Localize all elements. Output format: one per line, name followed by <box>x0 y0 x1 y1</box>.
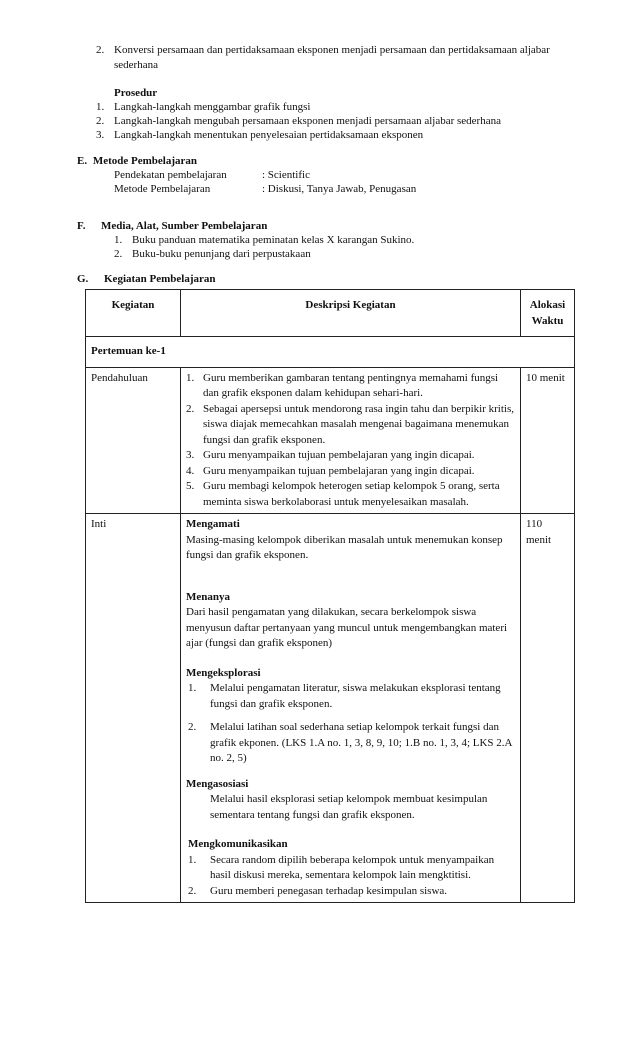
section-e-heading <box>77 154 197 169</box>
menanya-text: Dari hasil pengamatan yang dilakukan, secara berkelompok siswa menyusun daftar pertanyaan yang muncul untuk mengembangkan materi ajar (fungsi dan grafik eksponen) <box>186 606 508 649</box>
objective-item-number: 2. <box>96 44 105 56</box>
mengasosiasi-title: Mengasosiasi <box>186 777 249 790</box>
media-item-1 <box>114 233 414 248</box>
pertemuan-label: Pertemuan ke-1 <box>86 337 575 368</box>
section-f-label: F. <box>77 220 86 232</box>
mengkomunikasikan-title: Mengkomunikasikan <box>188 838 288 850</box>
list-item-number: 1. <box>188 682 197 694</box>
list-item-text: Melalui latihan soal sederhana setiap kelompok terkait fungsi dan grafik ekponen. (LKS 1.A no. 1, 3, 8, 9, 10; 1.B no. 1, 3, 4; LKS 2.A no. 2, 5) <box>210 721 512 764</box>
method-value: : Scientific <box>262 169 310 181</box>
list-item-text: Guru menyampaikan tujuan pembelajaran yang ingin dicapai. <box>203 464 475 477</box>
section-g-label: G. <box>77 273 89 285</box>
header-alokasi <box>521 290 575 337</box>
list-item-text: Guru menyampaikan tujuan pembelajaran yang ingin dicapai. <box>203 449 475 461</box>
list-item-text: Guru membagi kelompok heterogen setiap kelompok 5 orang, serta meminta siswa berkolaborasi untuk menyelesaikan masalah. <box>203 480 500 508</box>
method-key: Metode Pembelajaran <box>114 183 211 195</box>
mengkomunikasikan-list <box>186 853 515 900</box>
phase-description <box>181 367 521 514</box>
header-alokasi-line1: Alokasi <box>529 299 566 311</box>
media-item-number: 2. <box>114 248 123 260</box>
prosedur-item-text: Langkah-langkah menggambar grafik fungsi <box>114 101 311 113</box>
table-header-row <box>86 290 575 337</box>
section-e-title: Metode Pembelajaran <box>92 155 198 167</box>
header-deskripsi: Deskripsi Kegiatan <box>181 290 521 337</box>
list-item-number: 2. <box>186 402 195 415</box>
phase-description <box>181 514 521 903</box>
prosedur-item-number: 3. <box>96 129 105 141</box>
table-row-pertemuan <box>86 337 575 368</box>
prosedur-item-2 <box>96 114 501 129</box>
objective-item-line2: sederhana <box>114 59 158 71</box>
prosedur-title: Prosedur <box>114 87 158 99</box>
list-item-number: 5. <box>186 480 195 492</box>
header-alokasi-line2: Waktu <box>531 314 564 327</box>
list-item <box>186 448 515 464</box>
activity-table <box>85 289 575 903</box>
mengamati-title: Mengamati <box>186 518 240 530</box>
media-item-2 <box>114 247 311 262</box>
phase-label: Inti <box>86 514 181 903</box>
list-item-text: Sebagai apersepsi untuk mendorong rasa ingin tahu dan berpikir kritis, siswa diajak memecahkan masalah mengenai bagaimana menemukan fungsi dan grafik eksponen. <box>203 402 514 446</box>
list-item <box>186 720 515 767</box>
media-item-text: Buku-buku penunjang dari perpustakaan <box>132 248 311 260</box>
media-item-text: Buku panduan matematika peminatan kelas X karangan Sukino. <box>132 234 415 246</box>
method-key: Pendekatan pembelajaran <box>114 169 227 181</box>
objective-item-2 <box>96 43 566 58</box>
mengeksplorasi-title: Mengeksplorasi <box>186 666 261 679</box>
section-e-label: E. <box>77 155 88 167</box>
list-item-text: Melalui pengamatan literatur, siswa melakukan eksplorasi tentang fungsi dan grafik eksponen. <box>210 682 501 710</box>
objective-item-line1: Konversi persamaan dan pertidaksamaan eksponen menjadi persamaan dan pertidaksamaan aljabar <box>114 44 550 56</box>
phase-time: 10 menit <box>521 367 575 514</box>
list-item-number: 4. <box>186 464 195 477</box>
mengeksplorasi-list <box>186 681 515 767</box>
prosedur-item-number: 2. <box>96 115 105 127</box>
list-item <box>186 884 515 900</box>
mengasosiasi-text: Melalui hasil eksplorasi setiap kelompok membuat kesimpulan sementara tentang fungsi dan grafik eksponen. <box>210 793 488 821</box>
prosedur-item-text: Langkah-langkah mengubah persamaan eksponen menjadi persamaan aljabar sederhana <box>114 115 501 127</box>
list-item-number: 1. <box>186 371 195 384</box>
list-item-number: 1. <box>188 853 197 866</box>
phase-label: Pendahuluan <box>86 367 181 514</box>
list-item-text: Guru memberi penegasan terhadap kesimpulan siswa. <box>210 884 448 897</box>
list-item <box>186 479 515 510</box>
mengamati-text: Masing-masing kelompok diberikan masalah untuk menemukan konsep fungsi dan grafik eksponen. <box>186 533 503 561</box>
prosedur-item-text: Langkah-langkah menentukan penyelesaian pertidaksamaan eksponen <box>114 129 424 141</box>
list-item-number: 2. <box>188 721 197 733</box>
list-item <box>186 371 515 402</box>
list-item <box>186 402 515 449</box>
media-item-number: 1. <box>114 234 123 246</box>
list-item-text: Secara random dipilih beberapa kelompok untuk menyampaikan hasil diskusi mereka, sementara kelompok lain mengktitisi. <box>210 853 495 881</box>
prosedur-item-number: 1. <box>96 101 105 113</box>
header-kegiatan: Kegiatan <box>86 290 181 337</box>
prosedur-item-1 <box>96 100 310 115</box>
table-row-inti <box>86 514 575 903</box>
phase-time: 110 menit <box>521 514 575 903</box>
list-item-number: 2. <box>188 884 197 897</box>
list-item <box>186 681 515 712</box>
list-item <box>186 464 515 480</box>
list-item-number: 3. <box>186 449 195 461</box>
list-item <box>186 853 515 884</box>
menanya-title: Menanya <box>186 590 230 603</box>
list-item-text: Guru memberikan gambaran tentang pentingnya memahami fungsi dan grafik eksponen dalam kehidupan sehari-hari. <box>203 371 499 399</box>
pendahuluan-list <box>186 371 515 511</box>
prosedur-item-3 <box>96 128 423 143</box>
section-f-title: Media, Alat, Sumber Pembelajaran <box>101 220 268 232</box>
method-value: : Diskusi, Tanya Jawab, Penugasan <box>262 183 417 195</box>
section-g-title: Kegiatan Pembelajaran <box>104 273 216 285</box>
table-row-pendahuluan <box>86 367 575 514</box>
